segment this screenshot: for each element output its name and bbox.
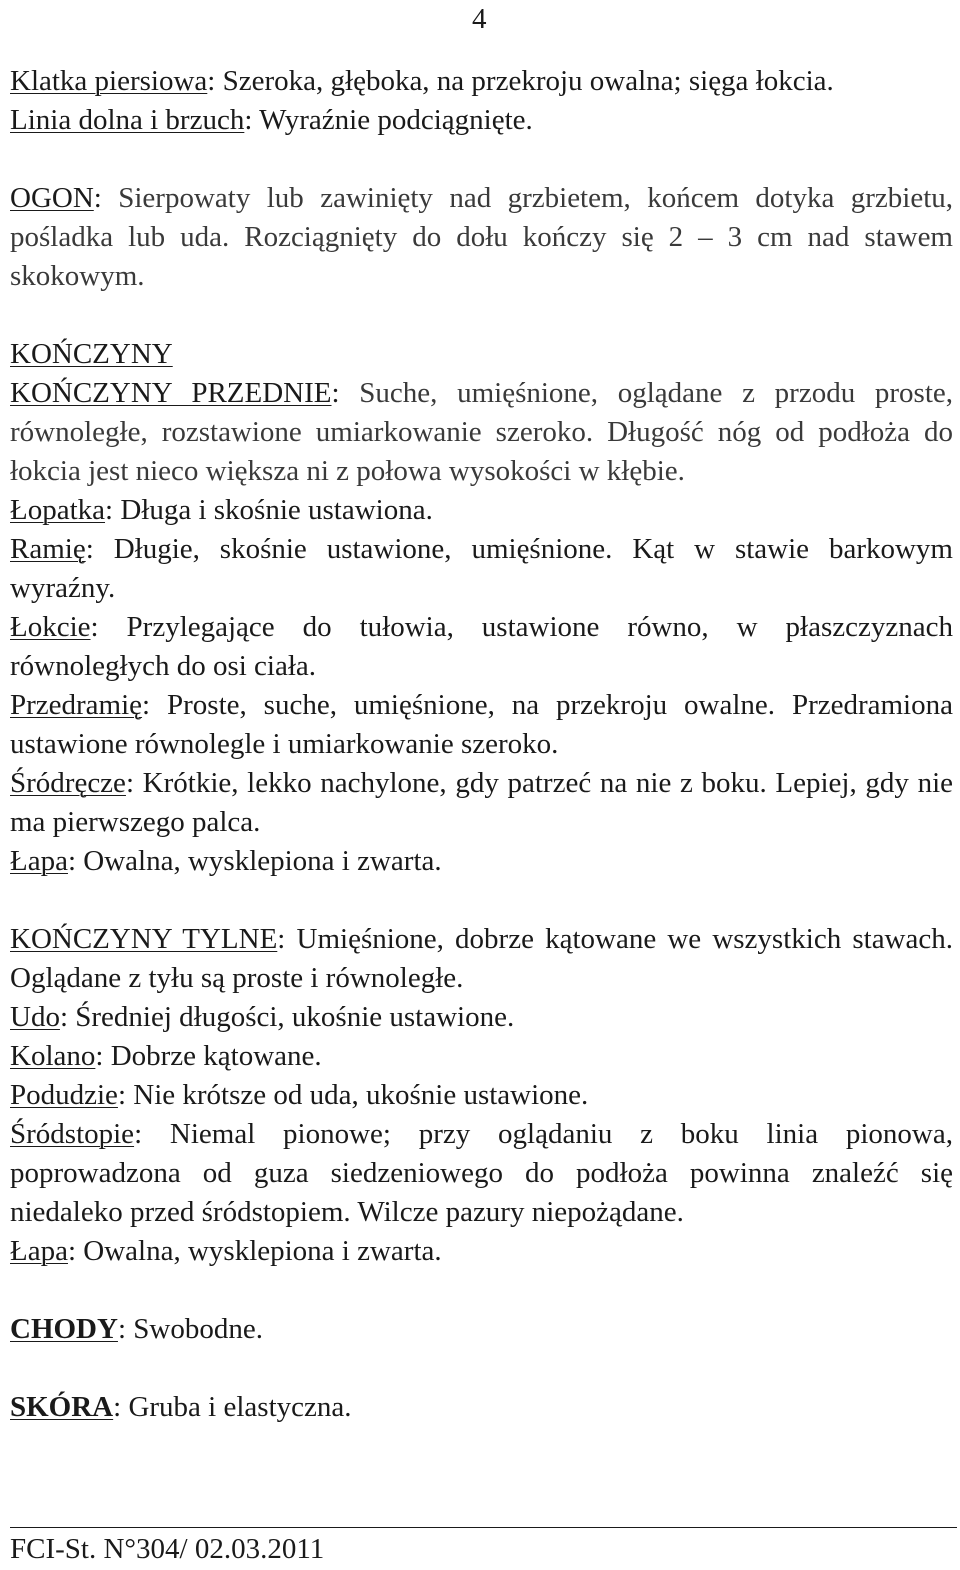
term-elbows: Łokcie — [10, 611, 91, 643]
tail-paragraph: OGON: Sierpowaty lub zawinięty nad grzbietem, końcem dotyka grzbietu, pośladka lub uda. Rozciągnięty do dołu kończy się 2 – 3 cm nad stawem skokowym. — [10, 182, 953, 292]
footer-standard-ref: FCI-St. N°304/ 02.03.2011 — [10, 1533, 325, 1565]
spacer — [10, 296, 953, 335]
term-gait: CHODY — [10, 1313, 118, 1345]
page-number: 4 — [472, 3, 487, 35]
metacarpus-paragraph: Śródręcze: Krótkie, lekko nachylone, gdy patrzeć na nie z boku. Lepiej, gdy nie ma pierwszego palca. — [10, 767, 953, 838]
shoulder-paragraph: Łopatka: Długa i skośnie ustawiona. — [10, 494, 433, 526]
elbows-paragraph: Łokcie: Przylegające do tułowia, ustawione równo, w płaszczyznach równoległych do osi ciała. — [10, 611, 953, 682]
gait-paragraph: CHODY: Swobodne. — [10, 1313, 263, 1345]
term-forequarters: KOŃCZYNY PRZEDNIE — [10, 377, 332, 409]
stifle-paragraph: Kolano: Dobrze kątowane. — [10, 1040, 322, 1072]
hind-feet-text: Owalna, wysklepiona i zwarta. — [83, 1235, 442, 1267]
underline-paragraph: Linia dolna i brzuch: Wyraźnie podciągnięte. — [10, 104, 533, 136]
skin-text: Gruba i elastyczna. — [128, 1391, 352, 1423]
gait-text: Swobodne. — [133, 1313, 263, 1345]
term-hindquarters: KOŃCZYNY TYLNE — [10, 923, 278, 955]
metacarpus-text: Krótkie, lekko nachylone, gdy patrzeć na nie z boku. Lepiej, gdy nie ma pierwszego palca. — [10, 767, 953, 838]
metatarsus-text: Niemal pionowe; przy oglądaniu z boku linia pionowa, poprowadzona od guza siedzeniowego do podłoża powinna znaleźć się niedaleko przed śródstopiem. Wilcze pazury niepożądane. — [10, 1118, 953, 1228]
term-stifle: Kolano — [10, 1040, 96, 1072]
spacer — [10, 881, 953, 920]
lower-thigh-paragraph: Podudzie: Nie krótsze od uda, ukośnie ustawione. — [10, 1079, 589, 1111]
term-forefeet: Łapa — [10, 845, 68, 877]
term-lower-thigh: Podudzie — [10, 1079, 118, 1111]
spacer — [10, 1271, 953, 1310]
upper-arm-text: Długie, skośnie ustawione, umięśnione. Kąt w stawie barkowym wyraźny. — [10, 533, 953, 604]
hindquarters-text: Umięśnione, dobrze kątowane we wszystkich stawach. Oglądane z tyłu są proste i równoległe. — [10, 923, 953, 994]
term-forearm: Przedramię — [10, 689, 143, 721]
forefeet-paragraph: Łapa: Owalna, wysklepiona i zwarta. — [10, 845, 442, 877]
footer-divider — [10, 1527, 957, 1528]
thigh-text: Średniej długości, ukośnie ustawione. — [75, 1001, 515, 1033]
forequarters-paragraph: KOŃCZYNY PRZEDNIE: Suche, umięśnione, oglądane z przodu proste, równoległe, rozstawione umiarkowanie szeroko. Długość nóg od podłoża do łokcia jest nieco większa ni z połowa wysokości w kłębie. — [10, 377, 954, 487]
hind-feet-paragraph: Łapa: Owalna, wysklepiona i zwarta. — [10, 1235, 442, 1267]
chest-text: Szeroka, głęboka, na przekroju owalna; sięga łokcia. — [222, 65, 834, 97]
spacer — [10, 140, 953, 179]
term-metacarpus: Śródręcze — [10, 767, 126, 799]
term-metatarsus: Śródstopie — [10, 1118, 135, 1150]
term-upper-arm: Ramię — [10, 533, 86, 565]
shoulder-text: Długa i skośnie ustawiona. — [120, 494, 433, 526]
metatarsus-paragraph: Śródstopie: Niemal pionowe; przy oglądaniu z boku linia pionowa, poprowadzona od guza siedzeniowego do podłoża powinna znaleźć się niedaleko przed śródstopiem. Wilcze pazury niepożądane. — [10, 1118, 953, 1228]
tail-text: Sierpowaty lub zawinięty nad grzbietem, końcem dotyka grzbietu, pośladka lub uda. Rozciągnięty do dołu kończy się 2 – 3 cm nad stawem skokowym. — [10, 182, 953, 292]
term-tail: OGON — [10, 182, 94, 214]
limbs-heading: KOŃCZYNY — [10, 338, 173, 370]
term-skin: SKÓRA — [10, 1391, 114, 1423]
term-chest: Klatka piersiowa — [10, 65, 208, 97]
lower-thigh-text: Nie krótsze od uda, ukośnie ustawione. — [133, 1079, 589, 1111]
upper-arm-paragraph: Ramię: Długie, skośnie ustawione, umięśnione. Kąt w stawie barkowym wyraźny. — [10, 533, 953, 604]
standard-text — [10, 62, 953, 1427]
stifle-text: Dobrze kątowane. — [110, 1040, 322, 1072]
term-underline: Linia dolna i brzuch — [10, 104, 245, 136]
forequarters-text: Suche, umięśnione, oglądane z przodu proste, równoległe, rozstawione umiarkowanie szeroko. Długość nóg od podłoża do łokcia jest nieco większa ni z połowa wysokości w kłębie. — [10, 377, 954, 487]
forearm-text: Proste, suche, umięśnione, na przekroju owalne. Przedramiona ustawione równolegle i umiarkowanie szeroko. — [10, 689, 953, 760]
term-thigh: Udo — [10, 1001, 60, 1033]
thigh-paragraph: Udo: Średniej długości, ukośnie ustawione. — [10, 1001, 515, 1033]
hindquarters-paragraph: KOŃCZYNY TYLNE: Umięśnione, dobrze kątowane we wszystkich stawach. Oglądane z tyłu są proste i równoległe. — [10, 923, 953, 994]
term-shoulder: Łopatka — [10, 494, 106, 526]
elbows-text: Przylegające do tułowia, ustawione równo, w płaszczyznach równoległych do osi ciała. — [10, 611, 953, 682]
underline-text: Wyraźnie podciągnięte. — [259, 104, 533, 136]
forearm-paragraph: Przedramię: Proste, suche, umięśnione, na przekroju owalne. Przedramiona ustawione równolegle i umiarkowanie szeroko. — [10, 689, 953, 760]
skin-paragraph: SKÓRA: Gruba i elastyczna. — [10, 1391, 352, 1423]
chest-paragraph: Klatka piersiowa: Szeroka, głęboka, na przekroju owalna; sięga łokcia. — [10, 65, 834, 97]
forefeet-text: Owalna, wysklepiona i zwarta. — [83, 845, 442, 877]
term-hind-feet: Łapa — [10, 1235, 68, 1267]
spacer — [10, 1349, 953, 1388]
